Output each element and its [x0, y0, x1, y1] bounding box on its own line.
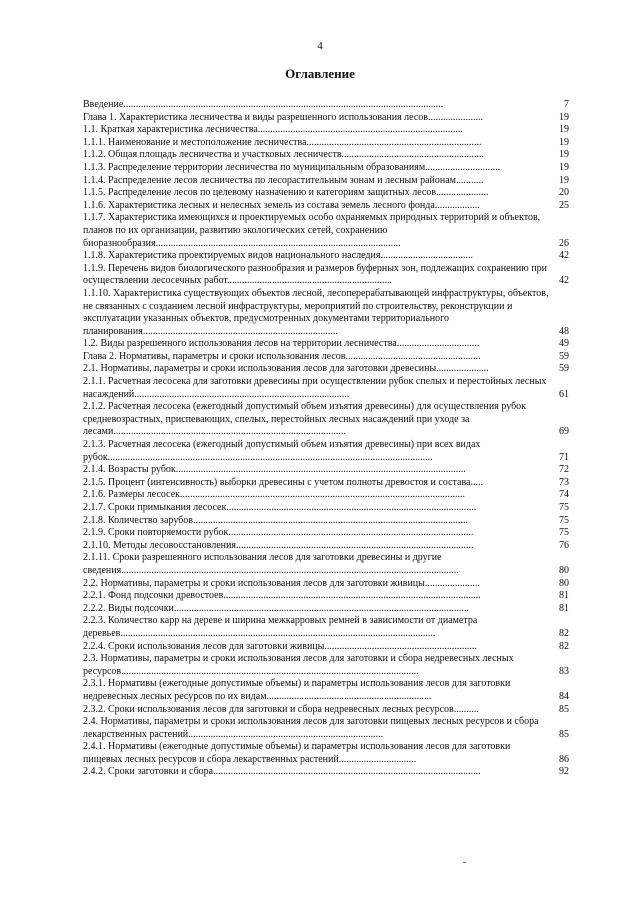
toc-entry-page: 19 [559, 161, 569, 173]
toc-entry-page: 74 [559, 489, 569, 501]
toc-entry-page: 73 [559, 476, 569, 488]
toc-entry-page: 81 [559, 602, 569, 614]
toc-entry-text: 2.2. Нормативы, параметры и сроки использования лесов для заготовки живицы...................... [83, 577, 480, 589]
toc-entry [83, 200, 569, 213]
toc-entry [83, 615, 569, 640]
toc-entry-page: 82 [559, 640, 569, 652]
toc-entry-page: 61 [559, 388, 569, 400]
toc-entry-page: 20 [559, 187, 569, 199]
toc-entry-text: 2.2.3. Количество карр на дереве и ширина межкарровых ремней в зависимости от диаметра деревьев.............................................................................................................................. [83, 615, 478, 639]
toc-entry-text: 2.3.1. Нормативы (ежегодные допустимые объемы) и параметры использования лесов для заготовки недревесных лесных ресурсов по их видам.................................................................. [83, 678, 511, 702]
toc-entry [83, 477, 569, 490]
toc-entry [83, 741, 569, 766]
toc-entry-text: 1.1.2. Общая площадь лесничества и участковых лесничеств......................................................... [83, 149, 485, 161]
toc-entry-page: 85 [559, 728, 569, 740]
toc-entry [83, 112, 569, 125]
toc-entry [83, 338, 569, 351]
toc-entry-text: 2.1.4. Возрасты рубок.................................................................................................................... [83, 464, 466, 476]
toc-entry-page: 83 [559, 665, 569, 677]
toc-entry-text: 2.3.2. Сроки использования лесов для заготовки и сбора недревесных лесных ресурсов.......... [83, 703, 479, 715]
toc-entry [83, 527, 569, 540]
toc-entry-text: 2.1.6. Размеры лесосек.................................................................................................................. [83, 489, 466, 501]
toc-entry-text: 2.1.8. Количество зарубов.............................................................................................................. [83, 514, 468, 526]
toc-entry-page: 69 [559, 426, 569, 438]
toc-entry-page: 19 [559, 136, 569, 148]
toc-entry-text: 1.1.10. Характеристика существующих объектов лесной, лесоперерабатывающей инфраструктуры, объектов, не связанных с созданием лесной инфраструктуры, мероприятий по строительству, реконструкции и эксплуатации указанных объектов, предусмотренных документами территориального планирования.............................................................................. [83, 287, 549, 337]
toc-entry-page: 25 [559, 199, 569, 211]
toc-entry-text: 2.1. Нормативы, параметры и сроки использования лесов для заготовки древесины..................... [83, 363, 489, 375]
toc-entry-text: 1.1.8. Характеристика проектируемых видов национального наследия..................................... [83, 250, 473, 262]
toc-entry-text: 1.1.1. Наименование и местоположение лесничества...................................................................... [83, 136, 482, 148]
toc-entry-text: Глава 2. Нормативы, параметры и сроки использования лесов...................................................... [83, 350, 481, 362]
page-title: Оглавление [285, 66, 355, 81]
toc-entry-page: 76 [559, 539, 569, 551]
toc-entry-page: 72 [559, 464, 569, 476]
toc-entry [83, 603, 569, 616]
toc-entry-page: 71 [559, 451, 569, 463]
toc-entry [83, 766, 569, 779]
toc-entry-text: 1.1.5. Распределение лесов по целевому назначению и категориям защитных лесов..................... [83, 187, 489, 199]
page-number: 4 [317, 40, 323, 52]
toc-entry [83, 502, 569, 515]
toc-entry [83, 212, 569, 250]
toc-entry [83, 540, 569, 553]
toc-entry-text: 1.1.4. Распределение лесов лесничества по лесорастительным зонам и лесным районам........... [83, 174, 484, 186]
toc-entry-text: 1.2. Виды разрешенного использования лесов на территории лесничества................................. [83, 338, 480, 350]
toc-entry [83, 515, 569, 528]
scan-mark [463, 862, 466, 863]
toc-entry-page: 59 [559, 363, 569, 375]
toc-entry-text: 2.1.11. Сроки разрешенного использования лесов для заготовки древесины и другие сведения....................................................................................................................................... [83, 552, 459, 576]
toc-entry-page: 84 [559, 690, 569, 702]
toc-entry [83, 250, 569, 263]
toc-entry [83, 162, 569, 175]
toc-entry [83, 464, 569, 477]
toc-entry-text: 1.1.3. Распределение территории лесничества по муниципальным образованиям.............................. [83, 161, 501, 173]
toc-entry [83, 149, 569, 162]
toc-entry-text: 2.2.1. Фонд подсочки древостоев....................................................................................................... [83, 590, 481, 602]
toc-entry [83, 363, 569, 376]
toc-entry-text: 1.1.7. Характеристика имеющихся и проектируемых особо охраняемых природных территорий и объектов, планов по их организации, развитию экологических сетей, сохранению биоразнообразия.................................................................................................. [83, 212, 541, 249]
toc-entry-page: 42 [559, 250, 569, 262]
toc-entry-page: 86 [559, 753, 569, 765]
toc-entry-page: 75 [559, 514, 569, 526]
toc-entry-text: 1.1.9. Перечень видов биологического разнообразия и размеров буферных зон, подлежащих сохранению при осуществлении лесосечных работ.................................................................. [83, 262, 547, 287]
toc-entry-text: 2.4.1. Нормативы (ежегодные допустимые объемы) и параметры использования лесов для заготовки пищевых лесных ресурсов и сбора лекарственных растений............................... [83, 741, 511, 765]
toc-entry [83, 704, 569, 717]
toc-entry-text: 2.1.2. Расчетная лесосека (ежегодный допустимый объем изъятия древесины) для осуществления рубок средневозрастных, приспевающих, спелых, перестойных лесных насаждений при уходе за лесами............................................................................................. [83, 401, 527, 438]
toc-entry-page: 49 [559, 338, 569, 350]
toc-entry-page: 59 [559, 350, 569, 362]
toc-entry [83, 578, 569, 591]
toc-entry-text: 1.1. Краткая характеристика лесничества.................................................................................. [83, 124, 463, 136]
toc-entry-page: 48 [559, 325, 569, 337]
toc-entry-page: 75 [559, 502, 569, 513]
toc-entry-page: 81 [559, 590, 569, 602]
toc-entry-text: 2.1.7. Сроки примыкания лесосек.................................................................................................... [83, 502, 477, 513]
table-of-contents [83, 99, 569, 779]
toc-entry-page: 80 [559, 577, 569, 589]
toc-entry-text: 2.4.2. Сроки заготовки и сбора........................................................................................................... [83, 766, 481, 778]
toc-entry [83, 99, 569, 112]
toc-entry [83, 653, 569, 678]
toc-entry-page: 26 [559, 237, 569, 249]
toc-entry-text: 2.2.4. Сроки использования лесов для заготовки живицы............................................................. [83, 640, 477, 652]
toc-entry [83, 401, 569, 439]
toc-entry-page: 80 [559, 564, 569, 576]
toc-entry [83, 716, 569, 741]
toc-entry-page: 19 [559, 124, 569, 136]
toc-entry [83, 351, 569, 364]
toc-entry-text: 2.4. Нормативы, параметры и сроки использования лесов для заготовки пищевых лесных ресурсов и сбора лекарственных растений.............................................................................. [83, 716, 539, 740]
toc-entry-page: 92 [559, 766, 569, 778]
toc-entry [83, 489, 569, 502]
toc-entry-page: 85 [559, 703, 569, 715]
toc-entry [83, 137, 569, 150]
toc-entry-text: 2.1.10. Методы лесовосстановления............................................................................................... [83, 539, 474, 551]
toc-entry-text: 2.1.5. Процент (интенсивность) выборки древесины с учетом полноты древостоя и состава..... [83, 476, 483, 488]
toc-entry [83, 124, 569, 137]
toc-entry-page: 7 [564, 99, 569, 110]
toc-entry-text: 2.1.3. Расчетная лесосека (ежегодный допустимый объем изъятия древесины) при всех видах рубок.................................................................................................................................. [83, 439, 481, 463]
toc-entry [83, 187, 569, 200]
toc-entry-text: 1.1.6. Характеристика лесных и нелесных земель из состава земель лесного фонда.................. [83, 199, 480, 211]
toc-entry [83, 263, 569, 288]
toc-entry-page: 19 [559, 111, 569, 123]
toc-entry [83, 552, 569, 577]
toc-entry [83, 641, 569, 654]
toc-entry [83, 590, 569, 603]
toc-entry-page: 19 [559, 174, 569, 186]
toc-entry-page: 42 [559, 275, 569, 287]
toc-entry [83, 678, 569, 703]
toc-entry-text: 2.2.2. Виды подсочки...................................................................................................................... [83, 602, 469, 614]
toc-entry [83, 175, 569, 188]
toc-entry [83, 376, 569, 401]
toc-entry-text: Введение................................................................................................................................ [83, 99, 444, 110]
toc-entry-text: Глава 1. Характеристика лесничества и виды разрешенного использования лесов...................... [83, 111, 484, 123]
toc-entry [83, 288, 569, 338]
toc-entry [83, 439, 569, 464]
toc-entry-page: 75 [559, 527, 569, 539]
toc-entry-text: 2.1.9. Сроки повторяемости рубок.................................................................................................. [83, 527, 474, 539]
toc-entry-text: 2.1.1. Расчетная лесосека для заготовки древесины при осуществлении рубок спелых и перестойных лесных насаждений...................................................................................... [83, 376, 547, 400]
toc-entry-page: 19 [559, 149, 569, 161]
toc-entry-page: 82 [559, 627, 569, 639]
toc-entry-text: 2.3. Нормативы, параметры и сроки использования лесов для заготовки и сбора недревесных лесных ресурсов....................................................................................................................... [83, 653, 514, 677]
